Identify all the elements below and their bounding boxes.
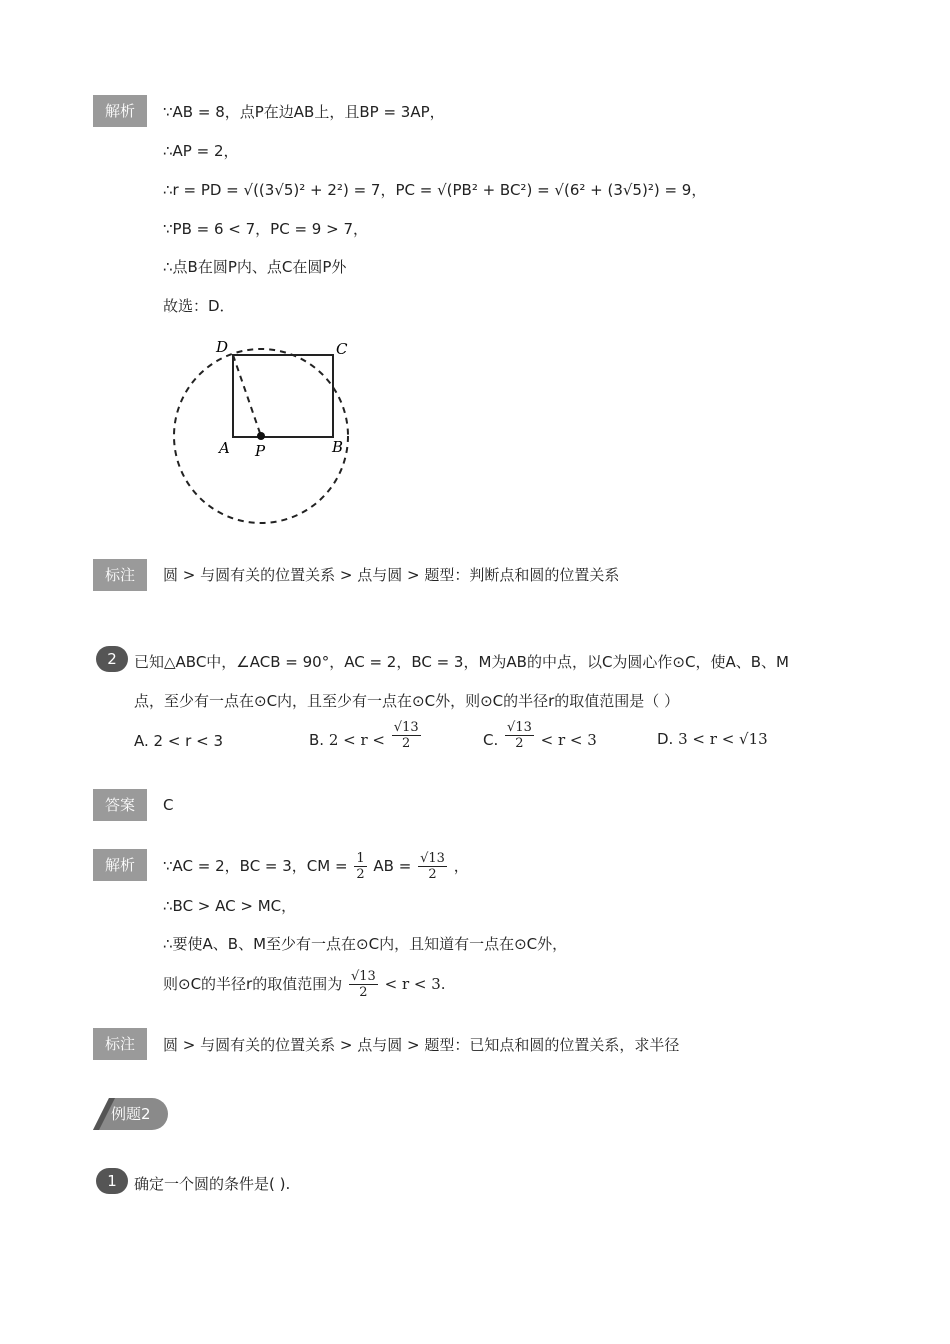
solution-line bbox=[163, 964, 446, 1004]
option-b-math: 2 < r < bbox=[328, 731, 385, 749]
solution-line: ∵PB = 6 < 7，PC = 9 > 7， bbox=[163, 220, 368, 238]
question-text: 点，至少有一点在⊙C内，且至少有一点在⊙C外，则⊙C的半径r的取值范围是（ ） bbox=[134, 692, 680, 710]
option-b-fraction bbox=[392, 720, 421, 751]
option-c-fraction bbox=[505, 720, 534, 751]
fraction-denominator: 2 bbox=[359, 985, 368, 1000]
fraction-numerator: 1 bbox=[356, 851, 365, 866]
solution-line: ∵AB = 8，点P在边AB上，且BP = 3AP， bbox=[163, 103, 445, 121]
note-tag: 标注 bbox=[93, 1028, 147, 1060]
point-p bbox=[257, 432, 265, 440]
sqrt13-fraction bbox=[349, 969, 378, 1000]
option-d-prefix: D. bbox=[657, 730, 674, 748]
label-p: P bbox=[255, 442, 266, 460]
option-d[interactable] bbox=[657, 730, 768, 748]
answer-value: C bbox=[163, 796, 174, 814]
label-d: D bbox=[216, 338, 229, 356]
solution-text: ∵AC = 2，BC = 3，CM = bbox=[163, 857, 348, 875]
example-label: 例题2 bbox=[111, 1105, 151, 1123]
sqrt13-fraction bbox=[418, 851, 447, 882]
label-a: A bbox=[219, 439, 230, 457]
label-b: B bbox=[332, 438, 344, 456]
option-c-prefix: C. bbox=[483, 731, 499, 749]
solution-line bbox=[163, 846, 469, 886]
fraction-numerator: √13 bbox=[420, 851, 445, 866]
fraction-denominator: 2 bbox=[515, 736, 524, 751]
note-text: 圆 > 与圆有关的位置关系 > 点与圆 > 题型：已知点和圆的位置关系，求半径 bbox=[163, 1036, 680, 1054]
solution-line: ∴r = PD = √((3√5)² + 2²) = 7，PC = √(PB² + BC²) = √(6² + (3√5)²) = 9， bbox=[163, 181, 707, 199]
solution-line: ∴AP = 2， bbox=[163, 142, 239, 160]
option-b-prefix: B. bbox=[309, 731, 325, 749]
segment-pd bbox=[233, 355, 261, 436]
fraction-numerator: √13 bbox=[351, 969, 376, 984]
question-text: 确定一个圆的条件是( ). bbox=[134, 1175, 291, 1193]
fraction-denominator: 2 bbox=[428, 867, 437, 882]
fraction-denominator: 2 bbox=[402, 736, 411, 751]
solution-text: 则⊙C的半径r的取值范围为 bbox=[163, 975, 343, 993]
solution-tag: 解析 bbox=[93, 95, 147, 127]
solution-text: AB = bbox=[373, 857, 412, 875]
solution-text: ， bbox=[453, 857, 469, 875]
option-d-math: 3 < r < bbox=[678, 730, 735, 748]
solution-tag: 解析 bbox=[93, 849, 147, 881]
question-number-badge: 1 bbox=[96, 1168, 128, 1194]
geometry-figure bbox=[160, 330, 370, 535]
answer-tag: 答案 bbox=[93, 789, 147, 821]
note-text: 圆 > 与圆有关的位置关系 > 点与圆 > 题型：判断点和圆的位置关系 bbox=[163, 566, 620, 584]
label-c: C bbox=[336, 340, 348, 358]
question-number-badge: 2 bbox=[96, 646, 128, 672]
option-d-sqrt: √13 bbox=[739, 730, 768, 748]
option-a[interactable]: A. 2 < r < 3 bbox=[134, 732, 223, 750]
note-tag: 标注 bbox=[93, 559, 147, 591]
fraction-numerator: √13 bbox=[507, 720, 532, 735]
solution-line: ∴BC > AC > MC， bbox=[163, 897, 297, 915]
option-b[interactable] bbox=[309, 720, 423, 751]
option-c-math: < r < 3 bbox=[540, 731, 597, 749]
solution-text: < r < 3. bbox=[384, 975, 446, 993]
rectangle-abcd bbox=[233, 355, 333, 437]
fraction-numerator: √13 bbox=[393, 720, 419, 735]
solution-line: ∴点B在圆P内、点C在圆P外 bbox=[163, 258, 347, 276]
option-c[interactable] bbox=[483, 720, 597, 751]
solution-line: ∴要使A、B、M至少有一点在⊙C内，且知道有一点在⊙C外， bbox=[163, 935, 568, 953]
solution-line: 故选：D． bbox=[163, 297, 235, 315]
fraction-denominator: 2 bbox=[356, 867, 365, 882]
half-fraction bbox=[354, 851, 366, 882]
question-text: 已知△ABC中，∠ACB = 90°，AC = 2，BC = 3，M为AB的中点，以C为圆心作⊙C，使A、B、M bbox=[134, 653, 789, 671]
